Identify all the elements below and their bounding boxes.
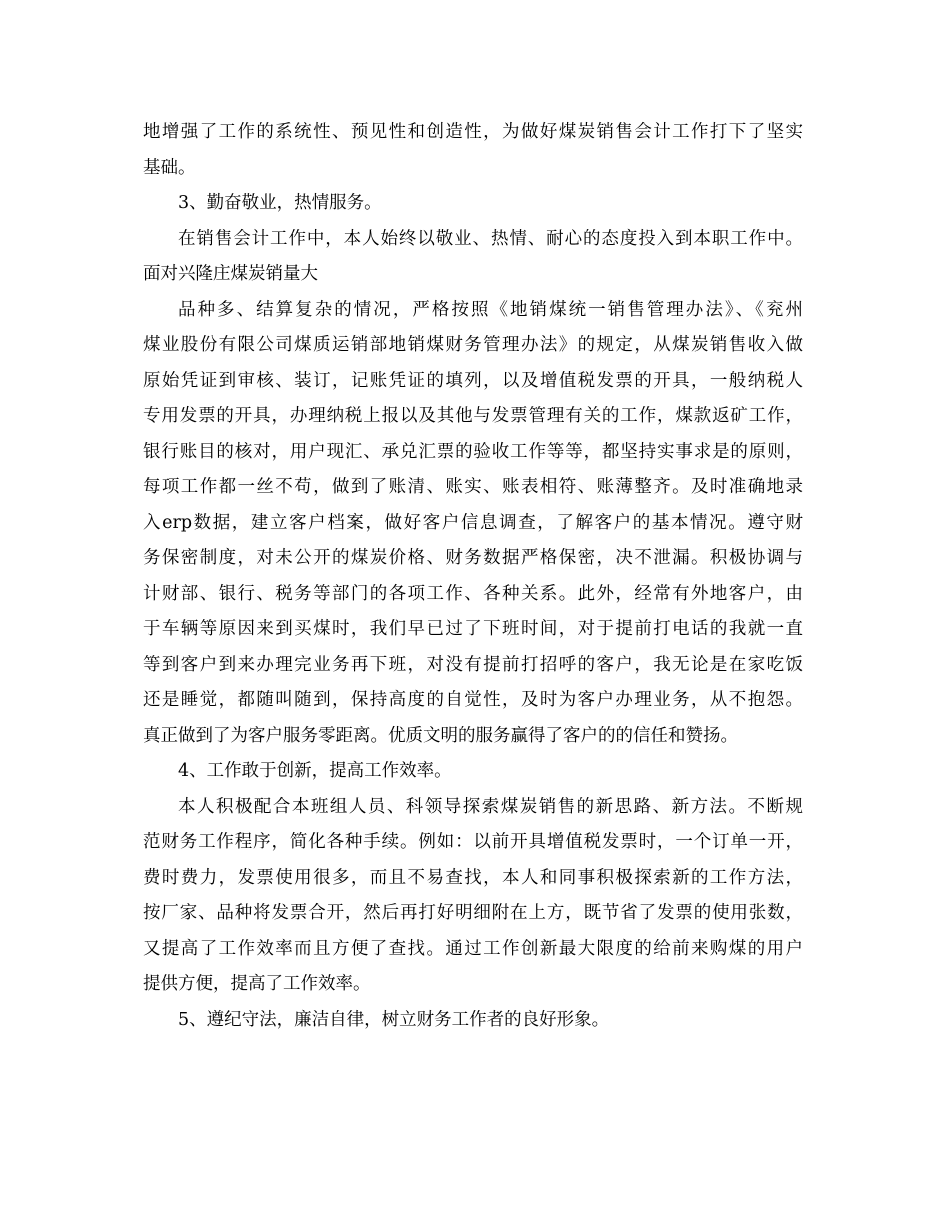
- paragraph-line: 还是睡觉，都随叫随到，保持高度的自觉性，及时为客户办理业务，从不抱怨。: [143, 690, 803, 710]
- paragraph-line: 基础。: [143, 157, 196, 178]
- paragraph-line: 等到客户到来办理完业务再下班，对没有提前打招呼的客户，我无论是在家吃饭: [143, 654, 803, 675]
- paragraph-line: 在销售会计工作中，本人始终以敬业、热情、耐心的态度投入到本职工作中。: [178, 228, 803, 249]
- paragraph-line: 入erp数据，建立客户档案，做好客户信息调查，了解客户的基本情况。遵守财: [143, 512, 803, 533]
- paragraph-line: 真正做到了为客户服务零距离。优质文明的服务赢得了客户的的信任和赞扬。: [143, 725, 738, 746]
- section-heading: 4、工作敢于创新，提高工作效率。: [178, 761, 452, 781]
- paragraph-line: 每项工作都一丝不苟，做到了账清、账实、账表相符、账薄整齐。及时准确地录: [143, 477, 803, 497]
- paragraph-line: 提供方便，提高了工作效率。: [143, 974, 371, 994]
- paragraph-line: 银行账目的核对，用户现汇、承兑汇票的验收工作等等，都坚持实事求是的原则，: [143, 441, 803, 462]
- paragraph-line: 范财务工作程序，简化各种手续。例如：以前开具增值税发票时，一个订单一开，: [143, 832, 803, 852]
- document-body: [143, 115, 803, 1038]
- paragraph-line: 煤业股份有限公司煤质运销部地销煤财务管理办法》的规定，从煤炭销售收入做: [143, 335, 803, 355]
- paragraph-line: 务保密制度，对未公开的煤炭价格、财务数据严格保密，决不泄漏。积极协调与: [143, 548, 803, 568]
- paragraph-line: 费时费力，发票使用很多，而且不易查找，本人和同事积极探索新的工作方法，: [143, 867, 803, 888]
- paragraph-line: 计财部、银行、税务等部门的各项工作、各种关系。此外，经常有外地客户，由: [143, 583, 803, 604]
- paragraph-line: 专用发票的开具，办理纳税上报以及其他与发票管理有关的工作，煤款返矿工作，: [143, 406, 803, 426]
- section-heading: 5、遵纪守法，廉洁自律，树立财务工作者的良好形象。: [178, 1009, 610, 1030]
- section-heading: 3、勤奋敬业，热情服务。: [178, 193, 382, 213]
- paragraph-line: 品种多、结算复杂的情况，严格按照《地销煤统一销售管理办法》、《兖州: [178, 299, 803, 320]
- paragraph-line: 地增强了工作的系统性、预见性和创造性，为做好煤炭销售会计工作打下了坚实: [143, 122, 803, 142]
- paragraph-line: 原始凭证到审核、装订，记账凭证的填列，以及增值税发票的开具，一般纳税人: [143, 370, 803, 391]
- paragraph-line: 按厂家、品种将发票合开，然后再打好明细附在上方，既节省了发票的使用张数，: [143, 903, 803, 923]
- paragraph-line: 本人积极配合本班组人员、科领导探索煤炭销售的新思路、新方法。不断规: [178, 796, 803, 817]
- paragraph-line: 于车辆等原因来到买煤时，我们早已过了下班时间，对于提前打电话的我就一直: [143, 619, 803, 639]
- paragraph-line: 又提高了工作效率而且方便了查找。通过工作创新最大限度的给前来购煤的用户: [143, 938, 803, 959]
- paragraph-line: 面对兴隆庄煤炭销量大: [143, 264, 318, 284]
